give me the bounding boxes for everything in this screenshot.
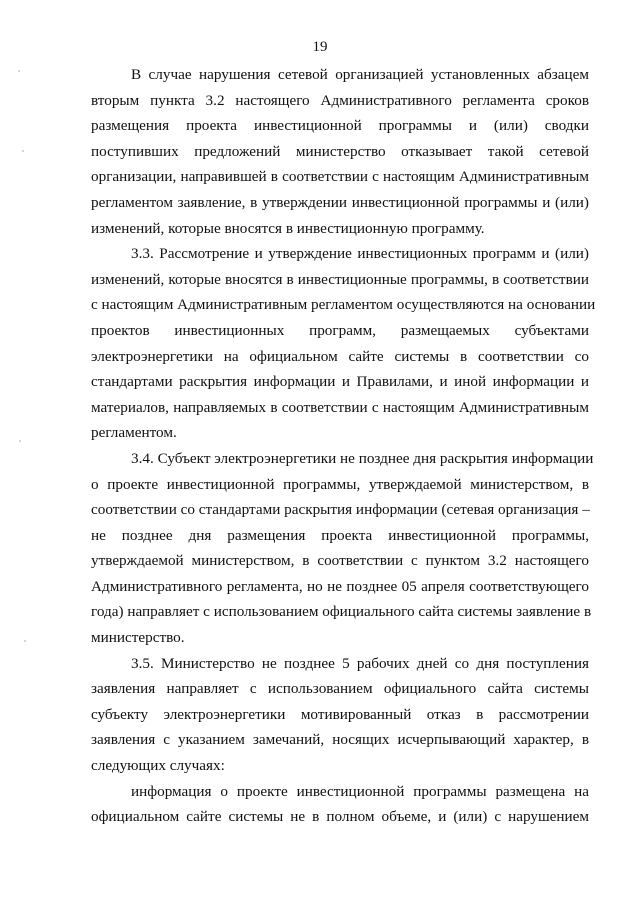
text-line: проектов инвестиционных программ, размещаемых субъектами <box>91 321 589 339</box>
text-line: поступивших предложений министерство отказывает такой сетевой <box>91 142 589 160</box>
text-line: Административного регламента, но не позднее 05 апреля соответствующего <box>91 577 589 595</box>
text-line: регламентом заявление, в утверждении инвестиционной программы и (или) <box>91 193 589 211</box>
text-line: о проекте инвестиционной программы, утверждаемой министерством, в <box>91 475 589 493</box>
text-line: электроэнергетики на официальном сайте системы в соответствии со <box>91 347 589 365</box>
paragraph-3-5 <box>91 651 589 779</box>
text-line: субъекту электроэнергетики мотивированный отказ в рассмотрении <box>91 705 589 723</box>
text-line: утверждаемой министерством, в соответствии с пунктом 3.2 настоящего <box>91 552 589 570</box>
page-number: 19 <box>312 39 328 55</box>
text-line: не позднее дня размещения проекта инвестиционной программы, <box>91 526 589 544</box>
text-line: стандартами раскрытия информации и Правилами, и иной информации и <box>91 373 589 391</box>
text-line: 3.5. Министерство не позднее 5 рабочих дней со дня поступления <box>131 654 589 672</box>
text-line: организации, направившей в соответствии с настоящим Административным <box>91 168 589 186</box>
text-line: официальном сайте системы не в полном объеме, и (или) с нарушением <box>91 808 589 826</box>
text-line: заявления направляет с использованием официального сайта системы <box>91 680 589 698</box>
text-line: года) направляет с использованием официального сайта системы заявление в <box>91 603 592 621</box>
text-line: заявления с указанием замечаний, носящих исчерпывающий характер, в <box>91 731 589 749</box>
paragraph-case-incomplete-info <box>91 779 589 830</box>
scan-speck <box>24 640 26 642</box>
scan-speck <box>22 150 24 152</box>
text-line: 3.3. Рассмотрение и утверждение инвестиционных программ и (или) <box>131 245 589 263</box>
text-line: соответствии со стандартами раскрытия информации (сетевая организация – <box>91 501 590 519</box>
text-line: регламентом. <box>91 424 177 442</box>
paragraph-violation-refusal <box>91 62 589 241</box>
paragraph-3-3 <box>91 241 596 446</box>
text-line: с настоящим Административным регламентом осуществляются на основании <box>91 296 596 314</box>
text-line: вторым пункта 3.2 настоящего Административного регламента сроков <box>91 91 589 109</box>
text-line: министерство. <box>91 629 185 647</box>
text-line: В случае нарушения сетевой организацией установленных абзацем <box>131 66 589 83</box>
document-body <box>91 62 596 830</box>
scan-speck <box>18 70 20 72</box>
text-line: размещения проекта инвестиционной программы и (или) сводки <box>91 117 589 135</box>
text-line: 3.4. Субъект электроэнергетики не позднее дня раскрытия информации <box>131 449 594 467</box>
text-line: материалов, направляемых в соответствии с настоящим Административным <box>91 398 589 416</box>
text-line: изменений, которые вносятся в инвестиционную программу. <box>91 219 485 237</box>
text-line: изменений, которые вносятся в инвестиционные программы, в соответствии <box>91 270 589 288</box>
paragraph-3-4 <box>91 446 594 651</box>
text-line: информация о проекте инвестиционной программы размещена на <box>131 782 589 800</box>
text-line: следующих случаях: <box>91 757 225 775</box>
scan-speck <box>19 440 21 442</box>
